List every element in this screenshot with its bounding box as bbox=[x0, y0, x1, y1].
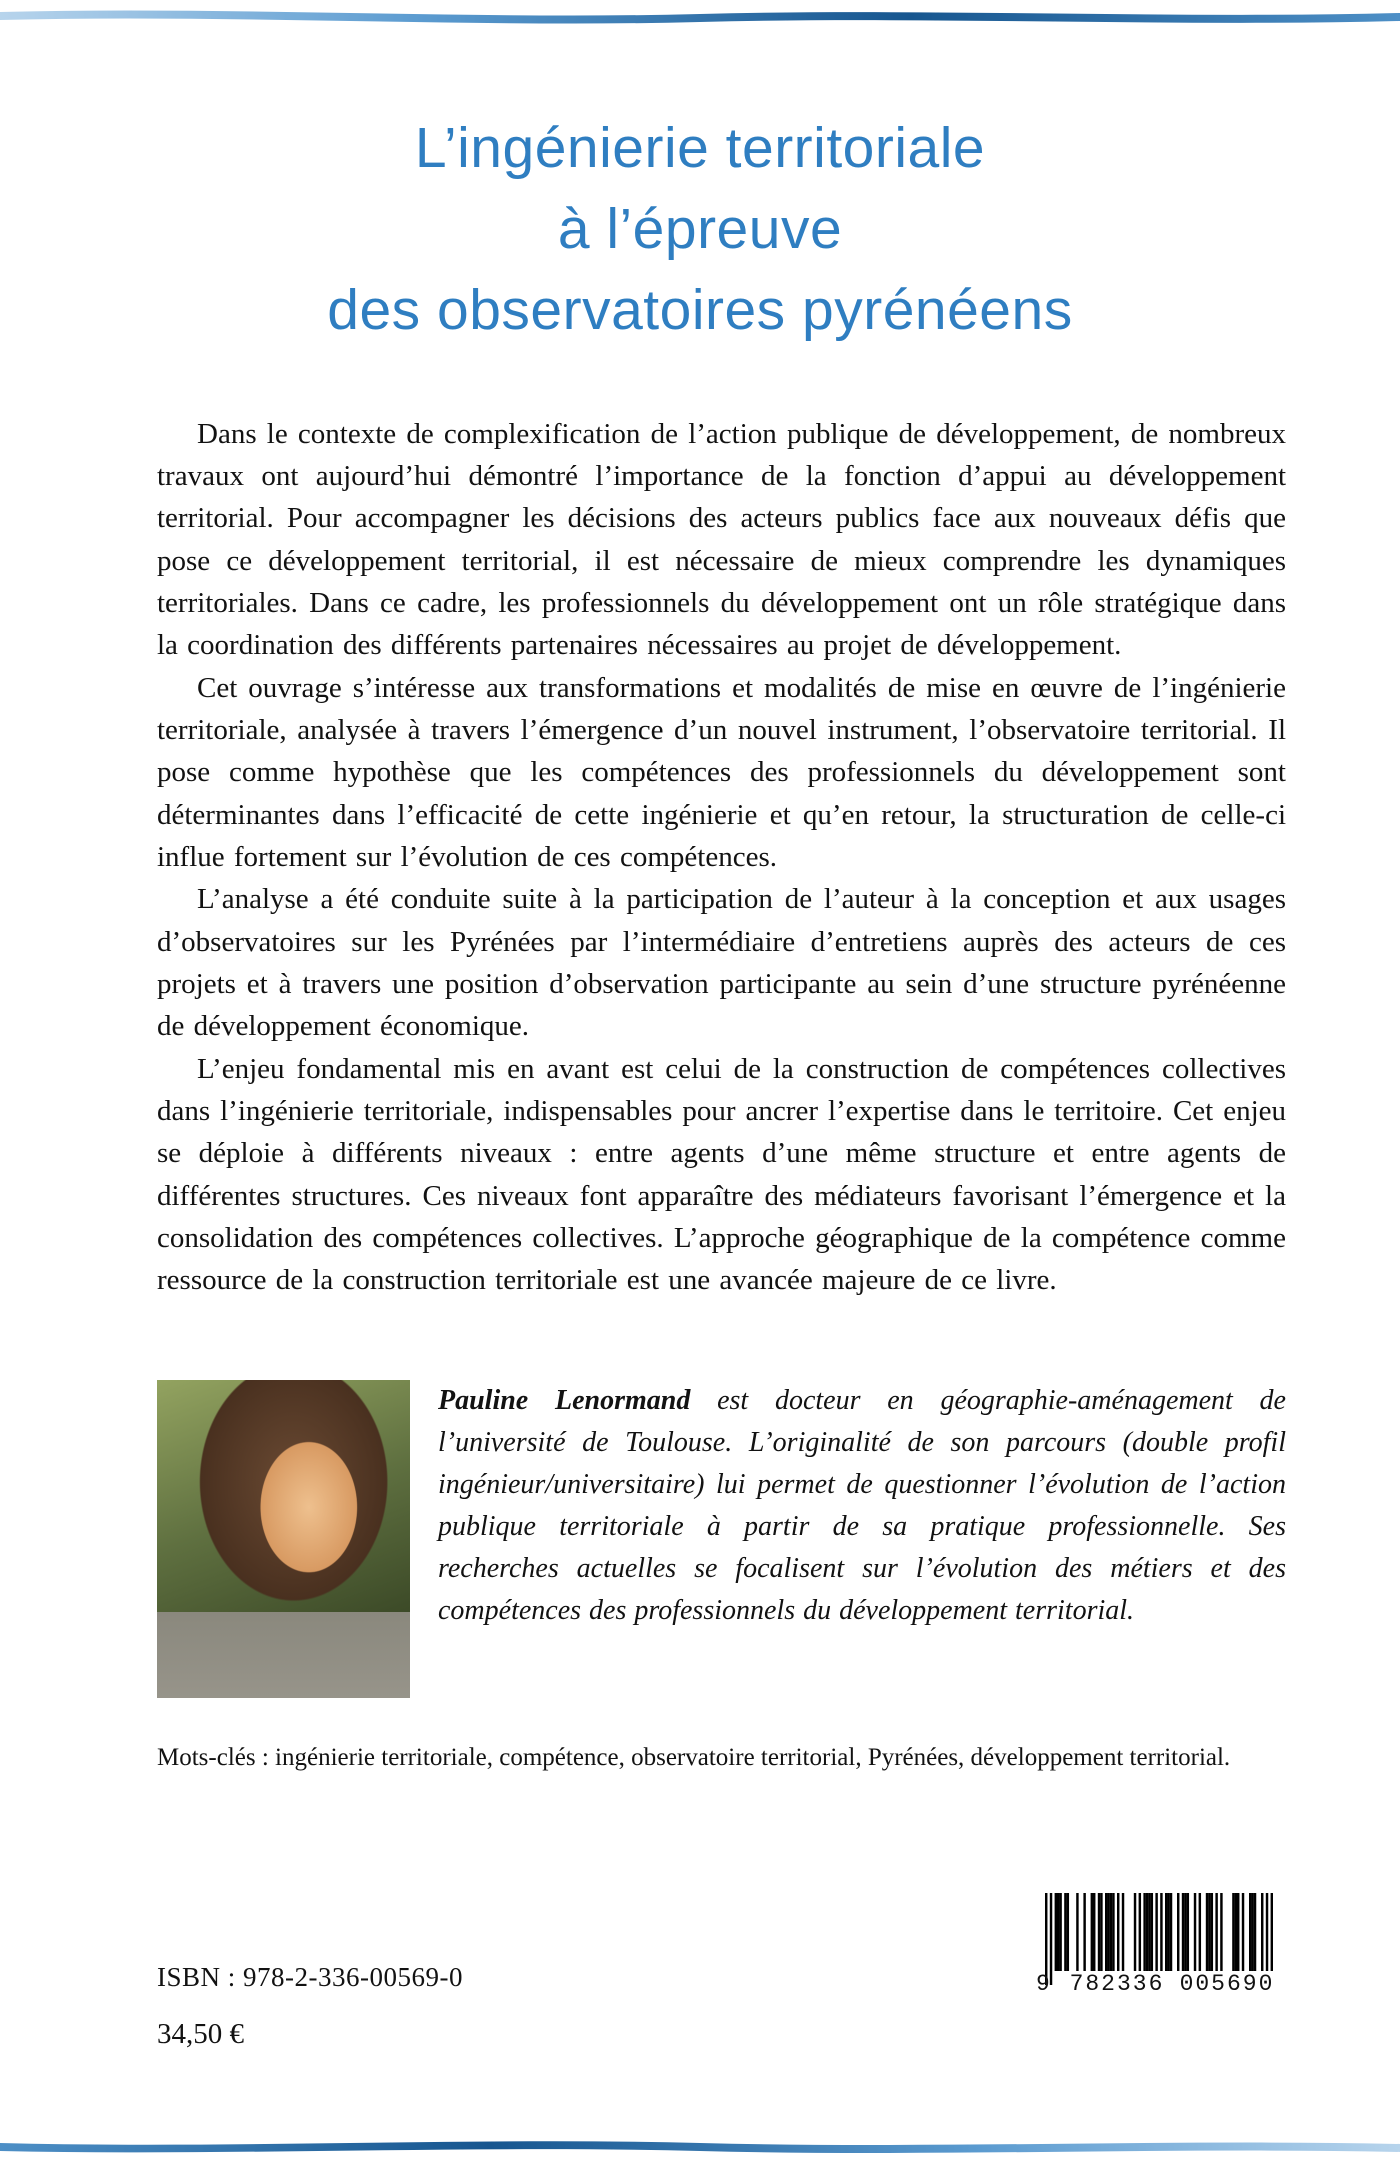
author-bio-text: est docteur en géographie-aménagement de l’université de Toulouse. L’originalité de son parcours (double profil ingénieur/universitaire) lui permet de questionner l’évolution de l’action publique territoriale à partir de sa pratique professionnelle. Ses recherches actuelles se focalisent sur l’évolution des métiers et des compétences des professionnels du développement territorial. bbox=[438, 1384, 1286, 1626]
isbn: ISBN : 978-2-336-00569-0 bbox=[157, 1962, 463, 1992]
barcode-digit-first: 9 bbox=[1036, 1971, 1050, 1997]
title-line-1: L’ingénierie territoriale bbox=[414, 116, 986, 180]
barcode-digits bbox=[1036, 1971, 1282, 1997]
price: 34,50 € bbox=[157, 2018, 244, 2050]
synopsis-paragraph-3: L’analyse a été conduite suite à la participation de l’auteur à la conception et aux usages d’observatoires sur les Pyrénées par l’intermédiaire d’entretiens auprès des acteurs de ces projets et à travers une position d’observation participante au sein d’une structure pyrénéenne de développement économique. bbox=[157, 883, 1286, 1043]
synopsis-paragraph-4: L’enjeu fondamental mis en avant est celui de la construction de compétences collectives dans l’ingénierie territoriale, indispensables pour ancrer l’expertise dans le territoire. Cet enjeu se déploie à différents niveaux : entre agents d’une même structure et entre agents de différentes structures. Ces niveaux font apparaître des médiateurs favorisant l’émergence et la consolidation des compétences collectives. L’approche géographique de la compétence comme ressource de la construction territoriale est une avancée majeure de ce livre. bbox=[157, 1052, 1286, 1297]
author-section bbox=[157, 1380, 1286, 1698]
bottom-decorative-band bbox=[0, 2135, 1400, 2157]
barcode-digit-group2: 005690 bbox=[1179, 1971, 1275, 1997]
author-bio bbox=[438, 1380, 1286, 1632]
barcode bbox=[1036, 1893, 1282, 1997]
barcode-digit-group1: 782336 bbox=[1069, 1971, 1165, 1997]
top-decorative-band bbox=[0, 5, 1400, 27]
keywords-line: Mots-clés : ingénierie territoriale, compétence, observatoire territorial, Pyrénées, développement territorial. bbox=[157, 1743, 1231, 1771]
title-line-2: à l’épreuve bbox=[557, 196, 843, 261]
author-name: Pauline Lenormand bbox=[438, 1384, 691, 1416]
author-photo bbox=[157, 1380, 410, 1698]
synopsis-paragraph-1: Dans le contexte de complexification de l’action publique de développement, de nombreux travaux ont aujourd’hui démontré l’importance de la fonction d’appui au développement territorial. Pour accompagner les décisions des acteurs publics face aux nouveaux défis que pose ce développement territorial, il est nécessaire de mieux comprendre les dynamiques territoriales. Dans ce cadre, les professionnels du développement ont un rôle stratégique dans la coordination des différents partenaires nécessaires au projet de développement. bbox=[157, 417, 1286, 662]
synopsis bbox=[157, 413, 1286, 1302]
synopsis-paragraph-2: Cet ouvrage s’intéresse aux transformations et modalités de mise en œuvre de l’ingénierie territoriale, analysée à travers l’émergence d’un nouvel instrument, l’observatoire territorial. Il pose comme hypothèse que les compétences des professionnels du développement sont déterminantes dans l’efficacité de cette ingénierie et qu’en retour, la structuration de celle-ci influe fortement sur l’évolution de ces compétences. bbox=[157, 671, 1286, 874]
book-title bbox=[0, 108, 1400, 351]
title-line-3: des observatoires pyrénéens bbox=[327, 277, 1073, 342]
